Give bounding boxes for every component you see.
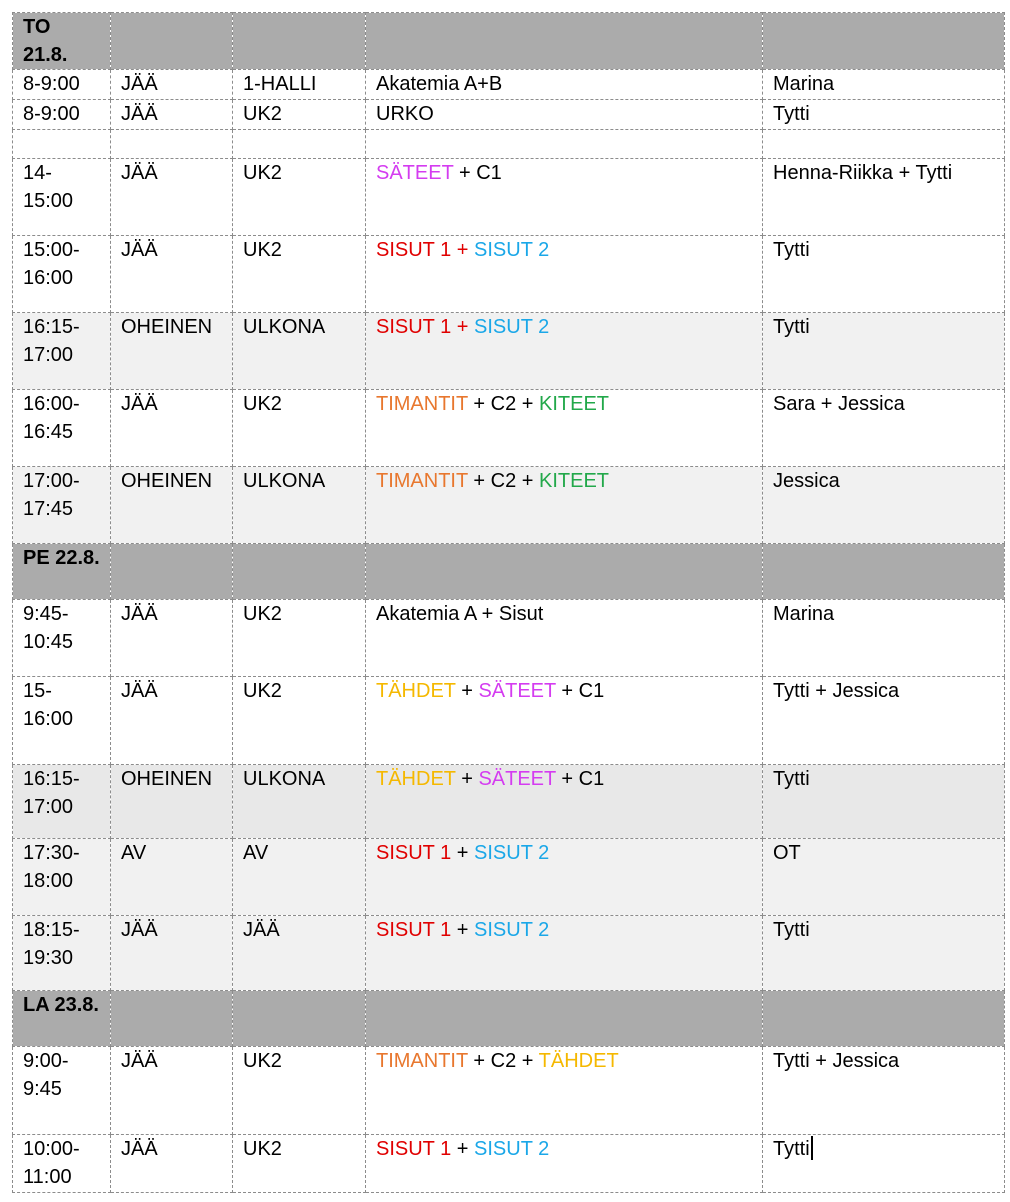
day-label[interactable]: PE 22.8.	[13, 544, 111, 600]
location-cell[interactable]: UK2	[233, 159, 366, 236]
day-header-row	[13, 991, 1005, 1047]
activity-cell[interactable]: OHEINEN	[111, 313, 233, 390]
time-cell[interactable]: 9:45-10:45	[13, 600, 111, 677]
group-label: Akatemia A + Sisut	[376, 603, 544, 625]
activity-cell[interactable]: OHEINEN	[111, 765, 233, 839]
time-cell[interactable]: 8-9:00	[13, 70, 111, 100]
coach-name: Tytti	[773, 103, 810, 125]
location-cell[interactable]: 1-HALLI	[233, 70, 366, 100]
coach-name: Tytti	[773, 239, 810, 261]
empty-cell[interactable]	[111, 130, 233, 159]
activity-cell[interactable]: OHEINEN	[111, 467, 233, 544]
group-label: SÄTEET	[478, 768, 556, 790]
activity-cell[interactable]: JÄÄ	[111, 70, 233, 100]
time-cell[interactable]: 16:15-17:00	[13, 765, 111, 839]
groups-cell[interactable]	[366, 839, 763, 916]
group-label: TIMANTIT	[376, 393, 468, 415]
group-label: TÄHDET	[376, 680, 456, 702]
location-cell[interactable]: UK2	[233, 390, 366, 467]
time-cell[interactable]: 15-16:00	[13, 677, 111, 765]
empty-cell[interactable]	[763, 991, 1005, 1047]
coach-cell[interactable]	[763, 1135, 1005, 1193]
schedule-row	[13, 600, 1005, 677]
group-label: + C2 +	[467, 393, 540, 415]
group-label: SISUT 2	[474, 316, 550, 338]
coach-name: Tytti	[773, 316, 810, 338]
schedule-row	[13, 839, 1005, 916]
location-cell[interactable]: UK2	[233, 1047, 366, 1135]
time-cell[interactable]: 16:00-16:45	[13, 390, 111, 467]
day-header-row	[13, 544, 1005, 600]
coach-cell[interactable]	[763, 677, 1005, 765]
schedule-row	[13, 236, 1005, 313]
group-label: SISUT 2	[474, 1138, 550, 1160]
group-label: SISUT 2	[474, 842, 550, 864]
time-cell[interactable]: 17:00-17:45	[13, 467, 111, 544]
group-label: SISUT 1	[376, 1138, 452, 1160]
coach-name: OT	[773, 842, 801, 864]
group-label: SISUT 2	[474, 919, 550, 941]
empty-cell[interactable]	[366, 544, 763, 600]
groups-cell[interactable]	[366, 467, 763, 544]
time-cell[interactable]: 14-15:00	[13, 159, 111, 236]
activity-cell[interactable]: JÄÄ	[111, 1047, 233, 1135]
location-cell[interactable]: ULKONA	[233, 765, 366, 839]
activity-cell[interactable]: JÄÄ	[111, 100, 233, 130]
coach-cell[interactable]	[763, 916, 1005, 991]
location-cell[interactable]: UK2	[233, 236, 366, 313]
group-label: SISUT 1 +	[376, 239, 475, 261]
group-label: URKO	[376, 103, 434, 125]
coach-cell[interactable]	[763, 159, 1005, 236]
schedule-row	[13, 70, 1005, 100]
time-cell[interactable]: 8-9:00	[13, 100, 111, 130]
empty-cell[interactable]	[111, 13, 233, 70]
group-label: + C1	[453, 162, 502, 184]
coach-cell[interactable]	[763, 313, 1005, 390]
location-cell[interactable]: ULKONA	[233, 467, 366, 544]
coach-cell[interactable]	[763, 467, 1005, 544]
group-label: + C1	[555, 768, 605, 790]
group-label: SISUT 1 +	[376, 316, 475, 338]
text-cursor	[811, 1136, 813, 1160]
groups-cell[interactable]	[366, 1135, 763, 1193]
schedule-row	[13, 1047, 1005, 1135]
groups-cell[interactable]	[366, 100, 763, 130]
groups-cell[interactable]	[366, 765, 763, 839]
coach-cell[interactable]	[763, 600, 1005, 677]
coach-name: Tytti	[773, 768, 810, 790]
activity-cell[interactable]: JÄÄ	[111, 159, 233, 236]
coach-cell[interactable]	[763, 839, 1005, 916]
schedule-row	[13, 159, 1005, 236]
empty-cell[interactable]	[366, 991, 763, 1047]
coach-name: Tytti	[773, 1138, 810, 1160]
coach-name: Tytti	[773, 919, 810, 941]
coach-cell[interactable]	[763, 765, 1005, 839]
activity-cell[interactable]: JÄÄ	[111, 1135, 233, 1193]
group-label: SÄTEET	[478, 680, 556, 702]
empty-cell[interactable]	[111, 544, 233, 600]
group-label: +	[451, 842, 475, 864]
location-cell[interactable]: ULKONA	[233, 313, 366, 390]
groups-cell[interactable]	[366, 1047, 763, 1135]
coach-name: Marina	[773, 603, 835, 625]
groups-cell[interactable]	[366, 236, 763, 313]
group-label: + C2 +	[467, 470, 540, 492]
blank-row	[13, 130, 1005, 159]
schedule-row	[13, 100, 1005, 130]
day-label[interactable]: LA 23.8.	[13, 991, 111, 1047]
group-label: +	[451, 919, 475, 941]
coach-cell[interactable]	[763, 100, 1005, 130]
location-cell[interactable]: AV	[233, 839, 366, 916]
schedule-row	[13, 390, 1005, 467]
schedule-row	[13, 916, 1005, 991]
groups-cell[interactable]	[366, 70, 763, 100]
group-label: +	[455, 768, 479, 790]
empty-cell[interactable]	[366, 13, 763, 70]
group-label: SISUT 1	[376, 919, 452, 941]
groups-cell[interactable]	[366, 390, 763, 467]
day-header-row	[13, 13, 1005, 70]
coach-name: Tytti + Jessica	[773, 1050, 900, 1072]
schedule-row	[13, 313, 1005, 390]
group-label: Akatemia A+B	[376, 73, 503, 95]
coach-cell[interactable]	[763, 70, 1005, 100]
activity-cell[interactable]: JÄÄ	[111, 600, 233, 677]
coach-cell[interactable]	[763, 390, 1005, 467]
empty-cell[interactable]	[233, 544, 366, 600]
empty-cell[interactable]	[111, 991, 233, 1047]
group-label: SÄTEET	[376, 162, 454, 184]
group-label: KITEET	[539, 470, 610, 492]
group-label: + C2 +	[467, 1050, 539, 1072]
groups-cell[interactable]	[366, 916, 763, 991]
groups-cell[interactable]	[366, 313, 763, 390]
empty-cell[interactable]	[763, 130, 1005, 159]
schedule-body	[13, 13, 1005, 1193]
empty-cell[interactable]	[13, 130, 111, 159]
group-label: TIMANTIT	[376, 1050, 468, 1072]
groups-cell[interactable]	[366, 677, 763, 765]
schedule-row	[13, 467, 1005, 544]
group-label: TÄHDET	[538, 1050, 619, 1072]
location-cell[interactable]: JÄÄ	[233, 916, 366, 991]
time-cell[interactable]: 9:00-9:45	[13, 1047, 111, 1135]
empty-cell[interactable]	[366, 130, 763, 159]
group-label: SISUT 2	[474, 239, 550, 261]
schedule-row	[13, 765, 1005, 839]
group-label: TIMANTIT	[376, 470, 468, 492]
group-label: + C1	[555, 680, 605, 702]
group-label: +	[455, 680, 479, 702]
location-cell[interactable]: UK2	[233, 677, 366, 765]
groups-cell[interactable]	[366, 600, 763, 677]
location-cell[interactable]: UK2	[233, 600, 366, 677]
empty-cell[interactable]	[233, 13, 366, 70]
time-cell[interactable]: 16:15-17:00	[13, 313, 111, 390]
activity-cell[interactable]: JÄÄ	[111, 236, 233, 313]
empty-cell[interactable]	[233, 991, 366, 1047]
group-label: SISUT 1	[376, 842, 452, 864]
empty-cell[interactable]	[763, 13, 1005, 70]
activity-cell[interactable]: JÄÄ	[111, 390, 233, 467]
coach-name: Sara + Jessica	[773, 393, 905, 415]
activity-cell[interactable]: AV	[111, 839, 233, 916]
time-cell[interactable]: 17:30-18:00	[13, 839, 111, 916]
coach-name: Tytti + Jessica	[773, 680, 900, 702]
time-cell[interactable]: 15:00-16:00	[13, 236, 111, 313]
empty-cell[interactable]	[233, 130, 366, 159]
activity-cell[interactable]: JÄÄ	[111, 677, 233, 765]
coach-name: Jessica	[773, 470, 840, 492]
time-cell[interactable]: 18:15-19:30	[13, 916, 111, 991]
location-cell[interactable]: UK2	[233, 1135, 366, 1193]
location-cell[interactable]: UK2	[233, 100, 366, 130]
group-label: TÄHDET	[376, 768, 456, 790]
time-cell[interactable]: 10:00-11:00	[13, 1135, 111, 1193]
group-label: KITEET	[539, 393, 610, 415]
groups-cell[interactable]	[366, 159, 763, 236]
activity-cell[interactable]: JÄÄ	[111, 916, 233, 991]
group-label: +	[451, 1138, 475, 1160]
schedule-row	[13, 1135, 1005, 1193]
schedule-row	[13, 677, 1005, 765]
coach-name: Henna-Riikka + Tytti	[773, 162, 953, 184]
coach-cell[interactable]	[763, 1047, 1005, 1135]
coach-cell[interactable]	[763, 236, 1005, 313]
day-label[interactable]: TO 21.8.	[13, 13, 111, 70]
empty-cell[interactable]	[763, 544, 1005, 600]
schedule-table	[12, 12, 1005, 1193]
coach-name: Marina	[773, 73, 835, 95]
